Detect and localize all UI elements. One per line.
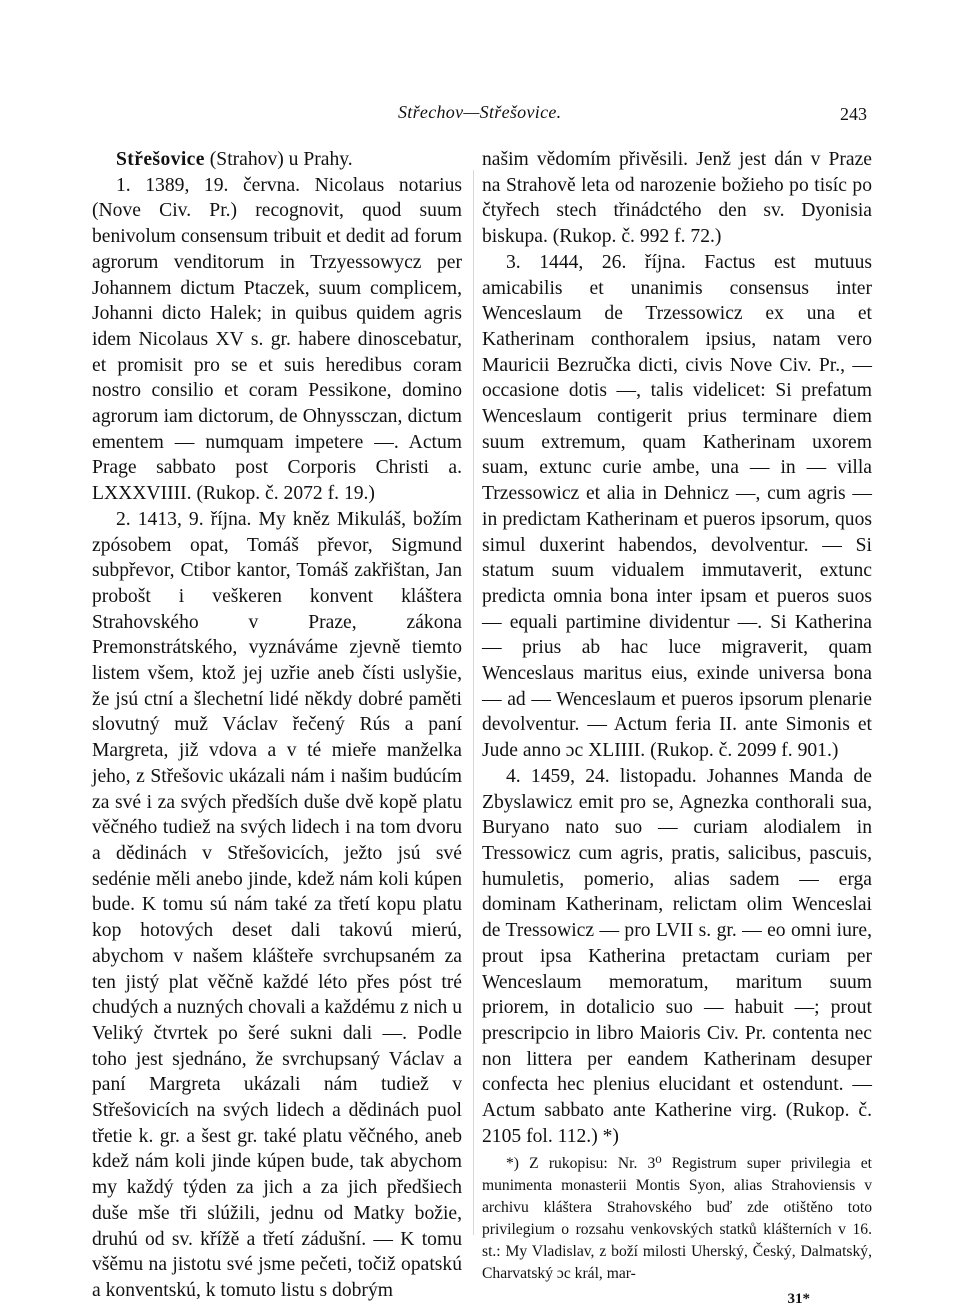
running-title: Střechov—Střešovice. — [398, 102, 562, 122]
left-column — [92, 147, 462, 1304]
entry-2: 2. 1413, 9. října. My kněz Mikuláš, božím zpósobem opat, Tomáš převor, Sigmund subpřevor, Ctibor kantor, Tomáš zakřištan, Jan probošt i veškeren konvent kláštera Strahovského v Praze, zákona Premonstrátského, vyznáváme zjevně tiemto listem všem, ktož jej uzřie aneb čísti uslyšie, že jsú ctní a šlechetní lidé někdy dobré paměti slovutný muž Václav řečený Rús a paní Margreta, již vdova a v té mieře manželka jeho, z Střešovic ukázali nám i našim budúcím za své i za svých předších duše dvě kopě platu věčného tudiež na svých lidech i na tom dvoru a dědinách v Střešovicích, ježto jsú své sedénie měli anebo jinde, kdež nám koli kúpen bude. K tomu sú nám také za třetí kopu platu kop hotových deset dali takovú mierú, abychom v našem klášteře svrchupsaném za ten jistý plat věčně každé léto přes póst tré chudých a nuzných chovali a každému z nich u Veliký čtvrtek po šeré sukni dali —. Podle toho jest sjednáno, že svrchupsaný Václav a paní Margreta ukázali nám tudiež v Střešovicích na svých lidech a dědinách puol třetie k. gr. a šest gr. také platu věčného, aneb kdež nám koli jinde kúpen bude, tak abychom my každý týden za jich a za jich předšiech duše mše tři slúžili, jednu od Matky božie, druhú od sv. křížě a třetí zádušní. — K tomu všěmu na jistotu své jsme pečeti, točiž opatskú a konventskú, k tomuto listu s dobrým — [92, 508, 462, 1301]
entry-2-continuation: našim vědomím přivěsili. Jenž jest dán v Praze na Strahově leta od narozenie božieho po tisíc po čtyřech stech třinádctého den sv. Dyonisia biskupa. (Rukop. č. 992 f. 72.) — [482, 149, 872, 248]
entry-1: 1. 1389, 19. června. Nicolaus notarius (Nove Civ. Pr.) recognovit, quod suum benivolum consensum tribuit et dedit ad forum agrorum venditorum in Trzyessowycz per Johannem dictum Ptaczek, suum complicem, Johanni dicto Halek; in quibus quidem agris idem Nicolaus XV s. gr. habere dinoscebatur, et promisit pro se et suis heredibus coram nostro consilio et coram Pessikone, domino agrorum iam dictorum, de Ohnyssczan, dictum ementem — numquam impetere —. Actum Prage sabbato post Corporis Christi a. LXXXVIIII. (Rukop. č. 2072 f. 19.) — [92, 174, 462, 505]
heading-place: Střešovice — [116, 149, 205, 170]
signature-mark: 31* — [787, 1291, 810, 1308]
entry-3: 3. 1444, 26. října. Factus est mutuus amicabilis et unanimis consensus inter Wenceslaum de Trzessowicz ex una et Katherinam conthoralem ipsius, natam vero Mauricii Bezručka dicti, civis Nove Civ. Pr., — occasione dotis —, talis videlicet: Si prefatum Wenceslaum contigerit prius terminare diem suum extremum, quam Katherinam uxorem suam, extunc curie ambe, una — in — villa Trzessowicz et alia in Dehnicz —, cum agris — in predictam Katherinam et pueros ipsorum, quos simul duxerint habendos, devolventur. — Si statum suum vidualem immutaverit, extunc predicta omnia bona inter ipsam et pueros suos — equali partimine dividentur —. Si Katherina — prius ab hac luce migraverit, quam Wenceslaus maritus eius, exinde universa bona — ad — Wenceslaum et pueros ipsorum plenarie devolventur. — Actum feria II. ante Simonis et Jude anno ɔc XLIIII. (Rukop. č. 2099 f. 901.) — [482, 251, 872, 762]
right-column — [482, 147, 872, 1313]
heading-rest: (Strahov) u Prahy. — [204, 149, 353, 170]
column-rule — [473, 170, 474, 1235]
page-number: 243 — [840, 104, 867, 124]
section-heading — [92, 147, 462, 173]
entry-4: 4. 1459, 24. listopadu. Johannes Manda de Zbyslawicz emit pro se, Agnezka conthorali sua, Buryano nato suo — curiam alodialem in Tressowicz cum agris, pratis, salicibus, pascuis, humuletis, pomerio, alias sadem — erga dominam Katherinam, relictam olim Wenceslai de Tressowicz — pro LVII s. gr. — eo omni iure, prout ipsa Katherina pretactam curiam per Wenceslaum memoratum, maritum suum priorem, in dotalicio suo — habuit —; prout prescripcio in libro Maioris Civ. Pr. contenta nec non littera per eandem Katherinam desuper confecta hec plenius elucidant et ostendunt. — Actum sabbato ante Katherine virg. (Rukop. č. 2105 fol. 112.) *) — [482, 765, 872, 1147]
footnote: *) Z rukopisu: Nr. 3⁰ Registrum super privilegia et munimenta monasterii Montis Syon, alias Strahoviensis v archivu kláštera Strahovského buď zde otištěno toto privilegium o rozsahu venkovských statků klášterních v 16. st.: My Vladislav, z boží milosti Uherský, Český, Dalmatský, Charvatský ɔc král, mar- — [482, 1155, 872, 1283]
